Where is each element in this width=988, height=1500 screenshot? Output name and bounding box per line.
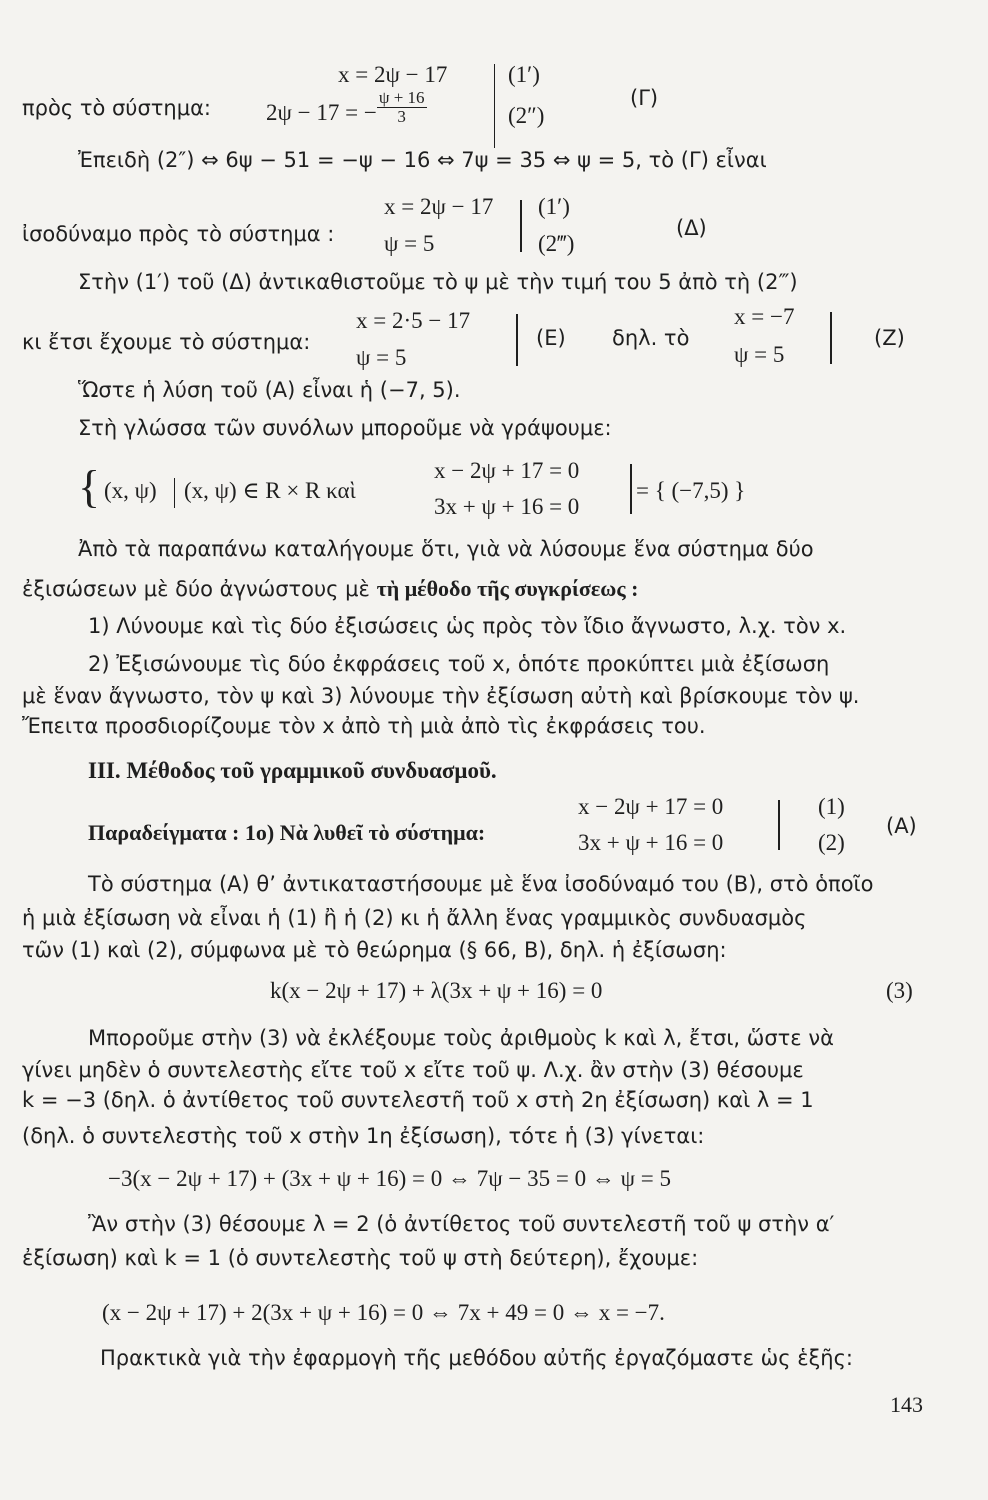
equation-tag: (2) (818, 830, 845, 855)
equation: x − 2ψ + 17 = 0 (434, 458, 580, 483)
set-element: (x, ψ) (104, 478, 157, 503)
equation: ψ = 5 (384, 231, 435, 256)
text-line: k = −3 (δηλ. ὁ ἀντίθετος τοῦ συντελεστῆ τοῦ x στὴ 2η ἐξίσωση) καὶ λ = 1 (22, 1088, 814, 1112)
equation: 3x + ψ + 16 = 0 (434, 494, 580, 519)
equation-tag: (1) (818, 794, 845, 819)
text-line: Πρακτικὰ γιὰ τὴν ἐφαρμογὴ τῆς μεθόδου αὐτῆς ἐργαζόμαστε ὡς ἑξῆς: (100, 1346, 853, 1370)
equation-tag: (2″) (508, 103, 545, 128)
equation: x = 2ψ − 17 (384, 194, 494, 219)
equation: 3x + ψ + 16 = 0 (578, 830, 724, 855)
text-line: ἐξισώσεων μὲ δύο ἀγνώστους μὲ τὴ μέθοδο τῆς συγκρίσεως : (22, 576, 639, 601)
equation-tag: (3) (886, 978, 913, 1003)
page-number: 143 (890, 1392, 923, 1417)
text-line: Τὸ σύστημα (Α) θ’ ἀντικαταστήσουμε μὲ ἕνα ἰσοδύναμό του (Β), στὸ ὁποῖο (88, 872, 874, 896)
system-name: (Ε) (536, 326, 566, 350)
emphasis: τὴ μέθοδο τῆς συγκρίσεως : (376, 576, 639, 601)
equation: x = 2ψ − 17 (338, 62, 448, 87)
text-line: Μποροῦμε στὴν (3) νὰ ἐκλέξουμε τοὺς ἀριθμοὺς k καὶ λ, ἔτσι, ὥστε νὰ (88, 1026, 834, 1050)
text-line: Ἂν στὴν (3) θέσουμε λ = 2 (ὁ ἀντίθετος τοῦ συντελεστῆ τοῦ ψ στὴν α′ (88, 1212, 835, 1236)
text-line: ἡ μιὰ ἐξίσωση νὰ εἶναι ἡ (1) ἢ ἡ (2) κι ἡ ἄλλη ἕνας γραμμικὸς συνδυασμὸς (22, 906, 807, 930)
equation: x = −7 (734, 304, 795, 329)
equation-tag: (1′) (508, 62, 540, 87)
system-brace (624, 464, 632, 514)
equation: ψ = 5 (734, 342, 785, 367)
system-label: πρὸς τὸ σύστημα: (22, 96, 211, 120)
system-label: ἰσοδύναμο πρὸς τὸ σύστημα : (22, 222, 335, 246)
equation: x = 2·5 − 17 (356, 308, 471, 333)
system-name: (Δ) (676, 216, 707, 240)
set-result: = { (−7,5) } (636, 478, 746, 503)
text-line: Ἔπειτα προσδιορίζουμε τὸν x ἀπὸ τὴ μιὰ ἀπὸ τὶς ἐκφράσεις του. (22, 714, 706, 738)
equation-tag: (1′) (538, 194, 570, 219)
set-condition: (x, ψ) ∈ R × R καὶ (184, 478, 356, 503)
text-line: δηλ. τὸ (612, 326, 690, 350)
system-name: (Α) (886, 814, 917, 838)
equation: x − 2ψ + 17 = 0 (578, 794, 724, 819)
system-brace (772, 800, 780, 850)
set-bar (174, 478, 175, 508)
equation: −3(x − 2ψ + 17) + (3x + ψ + 16) = 0 ⇔ 7ψ − 35 = 0 ⇔ ψ = 5 (108, 1166, 671, 1191)
section-title: ΙΙΙ. Μέθοδος τοῦ γραμμικοῦ συνδυασμοῦ. (88, 758, 497, 783)
text-line: Ὥστε ἡ λύση τοῦ (Α) εἶναι ἡ (−7, 5). (78, 378, 461, 402)
system-name: (Ζ) (874, 326, 905, 350)
set-brace: { (78, 461, 101, 512)
system-brace (824, 312, 832, 364)
equation: 2ψ − 17 = − $\frac{\psi + 16}{3}$ (266, 88, 425, 127)
text-line: γίνει μηδὲν ὁ συντελεστὴς εἴτε τοῦ x εἴτε τοῦ ψ. Λ.χ. ἂν στὴν (3) θέσουμε (22, 1058, 804, 1082)
equation: (x − 2ψ + 17) + 2(3x + ψ + 16) = 0 ⇔ 7x + 49 = 0 ⇔ x = −7. (102, 1300, 665, 1325)
equation: ψ = 5 (356, 345, 407, 370)
text-line: ἐξίσωση) καὶ k = 1 (ὁ συντελεστὴς τοῦ ψ στὴ δεύτερη), ἔχουμε: (22, 1246, 699, 1270)
equation-tag: (2‴) (538, 231, 575, 256)
system-brace (514, 200, 522, 252)
list-item: 1) Λύνουμε καὶ τὶς δύο ἐξισώσεις ὡς πρὸς τὸν ἴδιο ἄγνωστο, λ.χ. τὸν x. (88, 614, 847, 638)
text-line: Στὴ γλώσσα τῶν συνόλων μποροῦμε νὰ γράψουμε: (78, 416, 612, 440)
system-name: (Γ) (630, 86, 659, 110)
example-label: Παραδείγματα : 1ο) Νὰ λυθεῖ τὸ σύστημα: (88, 820, 486, 845)
text-line: (δηλ. ὁ συντελεστὴς τοῦ x στὴν 1η ἐξίσωση), τότε ἡ (3) γίνεται: (22, 1124, 705, 1148)
text-line: Στὴν (1′) τοῦ (Δ) ἀντικαθιστοῦμε τὸ ψ μὲ τὴν τιμή του 5 ἀπὸ τὴ (2‴) (78, 270, 798, 294)
text-line: μὲ ἕναν ἄγνωστο, τὸν ψ καὶ 3) λύνουμε τὴν ἐξίσωση αὐτὴ καὶ βρίσκουμε τὸν ψ. (22, 684, 860, 708)
equation: k(x − 2ψ + 17) + λ(3x + ψ + 16) = 0 (270, 978, 603, 1003)
text-line: Ἀπὸ τὰ παραπάνω καταλήγουμε ὅτι, γιὰ νὰ λύσουμε ἕνα σύστημα δύο (78, 537, 814, 561)
list-item: 2) Ἐξισώνουμε τὶς δύο ἐκφράσεις τοῦ x, ὁπότε προκύπτει μιὰ ἐξίσωση (88, 652, 830, 676)
system-bar (494, 64, 495, 148)
text-line: Ἐπειδὴ (2″) ⇔ 6ψ − 51 = −ψ − 16 ⇔ 7ψ = 35 ⇔ ψ = 5, τὸ (Γ) εἶναι (78, 148, 767, 172)
system-brace (510, 314, 518, 366)
system-label: κι ἔτσι ἔχουμε τὸ σύστημα: (22, 330, 311, 354)
text-line: τῶν (1) καὶ (2), σύμφωνα μὲ τὸ θεώρημα (§ 66, Β), δηλ. ἡ ἐξίσωση: (22, 938, 727, 962)
